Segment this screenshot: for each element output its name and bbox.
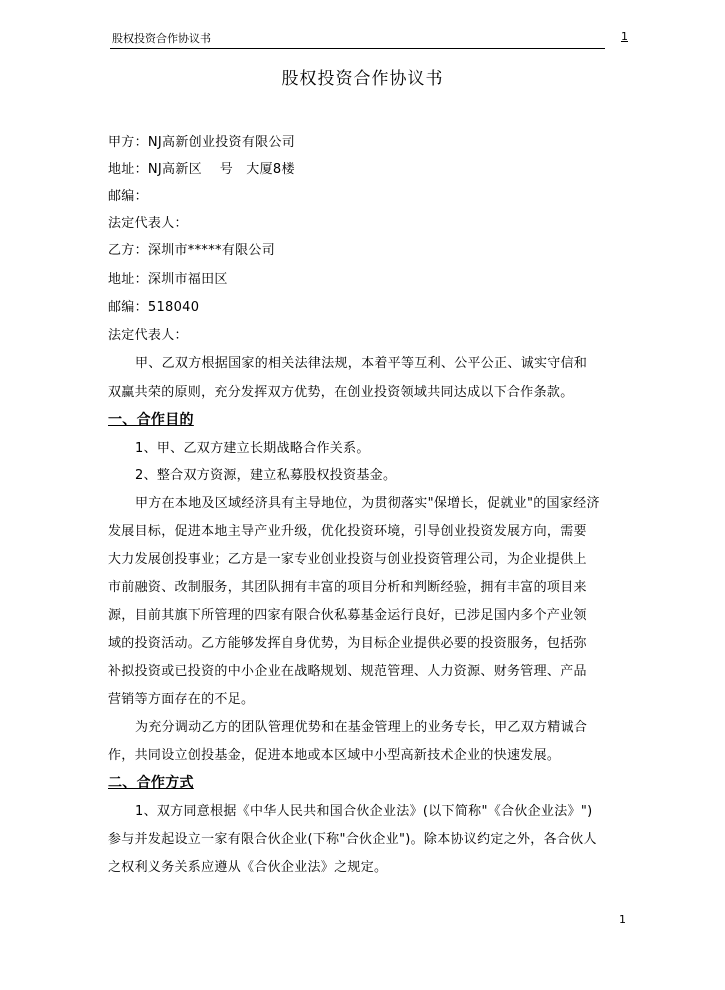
purpose-para1-line-3: 大力发展创投事业；乙方是一家专业创业投资与创业投资管理公司，为企业提供上 [108,552,587,567]
party-b-representative: 法定代表人： [108,328,188,343]
method-para1-line-3: 之权利义务关系应遵从《合伙企业法》之规定。 [108,860,388,875]
intro-line-2: 双赢共荣的原则，充分发挥双方优势，在创业投资领域共同达成以下合作条款。 [108,385,574,400]
method-para1-line-2: 参与并发起设立一家有限合伙企业(下称"合伙企业")。除本协议约定之外，各合伙人 [108,832,597,847]
page-header [110,28,605,49]
party-a-name: 甲方：NJ高新创业投资有限公司 [108,135,296,150]
intro-line-1: 甲、乙双方根据国家的相关法律法规，本着平等互利、公平公正、诚实守信和 [135,356,588,371]
party-b-address: 地址：深圳市福田区 [108,272,228,287]
party-b-name: 乙方：深圳市*****有限公司 [108,243,275,258]
footer-page-number: 1 [619,913,626,926]
purpose-para2-line-1: 为充分调动乙方的团队管理优势和在基金管理上的业务专长，甲乙双方精诚合 [135,720,588,735]
method-para1-line-1: 1、双方同意根据《中华人民共和国合伙企业法》(以下简称"《合伙企业法》") [135,804,593,819]
party-b-postcode: 邮编：518040 [108,300,200,315]
purpose-para1-line-4: 市前融资、改制服务，其团队拥有丰富的项目分析和判断经验，拥有丰富的项目来 [108,580,587,595]
purpose-para1-line-8: 营销等方面存在的不足。 [108,692,255,707]
purpose-para1-line-2: 发展目标，促进本地主导产业升级，优化投资环境，引导创业投资发展方向，需要 [108,524,587,539]
header-title: 股权投资合作协议书 [112,32,211,45]
document-title: 股权投资合作协议书 [281,69,444,89]
purpose-item-2: 2、整合双方资源，建立私募股权投资基金。 [135,468,397,483]
party-a-address: 地址：NJ高新区 号 大厦8楼 [108,162,295,177]
purpose-para1-line-7: 补拟投资或已投资的中小企业在战略规划、规范管理、人力资源、财务管理、产品 [108,664,587,679]
purpose-para1-line-5: 源，目前其旗下所管理的四家有限合伙私募基金运行良好，已涉足国内多个产业领 [108,608,587,623]
party-a-postcode: 邮编： [108,189,148,204]
party-a-representative: 法定代表人： [108,216,188,231]
section-heading-purpose: 一、合作目的 [108,412,194,428]
purpose-para1-line-1: 甲方在本地及区域经济具有主导地位，为贯彻落实"保增长，促就业"的国家经济 [135,496,600,511]
purpose-para2-line-2: 作，共同设立创投基金，促进本地或本区域中小型高新技术企业的快速发展。 [108,748,561,763]
section-heading-method: 二、合作方式 [108,775,194,791]
header-page-number: 1 [621,30,628,43]
purpose-item-1: 1、甲、乙双方建立长期战略合作关系。 [135,441,370,456]
purpose-para1-line-6: 域的投资活动。乙方能够发挥自身优势，为目标企业提供必要的投资服务，包括弥 [108,636,587,651]
